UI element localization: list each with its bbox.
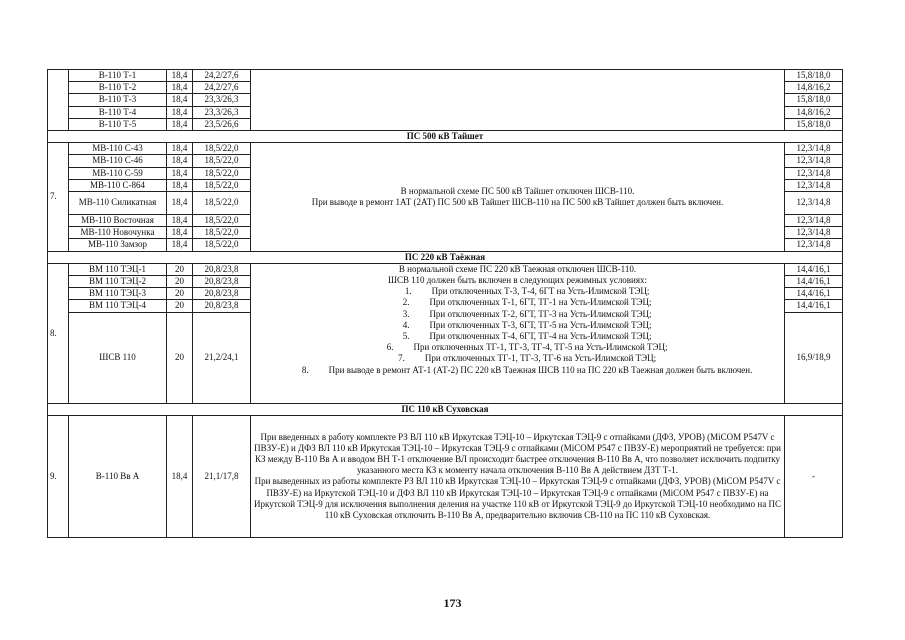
value-c: 16,9/18,9 [785,312,843,403]
list-item: 3. При отключенных Т-2, 6ГТ, ТГ-3 на Усть-Илимской ТЭЦ; [402,308,652,319]
table-row [48,143,843,155]
value-c: 14,4/16,1 [785,300,843,312]
value-c: 12,3/14,8 [785,179,843,191]
value-b: 24,2/27,6 [193,70,251,82]
value-c: 14,4/16,1 [785,288,843,300]
value-b: 20,8/23,8 [193,276,251,288]
breaker-name: В-110 Т-1 [69,70,167,82]
value-c: 12,3/14,8 [785,192,843,215]
value-a: 20 [167,263,193,275]
list-item: 5. При отключенных Т-4, 6ГТ, ТГ-4 на Усть-Илимской ТЭЦ; [402,331,652,342]
value-c: 15,8/18,0 [785,70,843,82]
note-line: При выводе в ремонт 1АТ (2АТ) ПС 500 кВ Тайшет ШСВ-110 на ПС 500 кВ Тайшет должен быть включен. [311,196,724,207]
row-number-cell [48,70,69,131]
breaker-name: МВ-110 С-43 [69,143,167,155]
row-number: 7. [48,143,69,251]
section-header-row [48,403,843,415]
value-b: 20,8/23,8 [193,288,251,300]
value-b: 18,5/22,0 [193,179,251,191]
list-item: 4. При отключенных Т-3, 6ГТ, ТГ-5 на Усть-Илимской ТЭЦ; [402,319,652,330]
value-a: 18,4 [167,227,193,239]
breaker-name: ВМ 110 ТЭЦ-4 [69,300,167,312]
value-a: 18,4 [167,167,193,179]
breaker-name: МВ-110 Новочунка [69,227,167,239]
breaker-name: МВ-110 С-864 [69,179,167,191]
value-a: 18,4 [167,94,193,106]
value-b: 18,5/22,0 [193,143,251,155]
value-a: 18,4 [167,192,193,215]
value-c: 12,3/14,8 [785,143,843,155]
value-a: 18,4 [167,415,193,537]
breaker-name: В-110 Т-3 [69,94,167,106]
value-a: 20 [167,276,193,288]
list-item: 1. При отключенных Т-3, Т-4, 6ГТ на Усть-Илимской ТЭЦ; [404,286,650,297]
value-a: 18,4 [167,70,193,82]
value-c: - [785,415,843,537]
list-item: 8. При выводе в ремонт АТ-1 (АТ-2) ПС 220 кВ Таежная ШСВ 110 на ПС 220 кВ Таежная должен быть включен. [301,364,753,375]
breaker-name: В-110 Вв А [69,415,167,537]
value-c: 15,8/18,0 [785,118,843,130]
note-paragraph: При введенных в работу комплекте РЗ ВЛ 110 кВ Иркутская ТЭЦ-10 – Иркутская ТЭЦ-9 с отпайками (ДФЗ, УРОВ) (MiCOM P547V с ПВЗУ-Е) и ДФЗ ВЛ 110 кВ Иркутская ТЭЦ-10 – Иркутская ТЭЦ-9 с отпайками (MiCOM P547 с ПВЗУ-Е) мероприятий не требуется: при КЗ между В-110 Вв А и вводом ВН Т-1 отключение ВЛ происходит быстрее отключения В-110 Вв А, что позволяет исключить подпитку указанного места КЗ к моменту начала отключения В-110 Вв А действием ДЗТ Т-1. [254,431,781,476]
note-line: В нормальной схеме ПС 500 кВ Тайшет отключен ШСВ-110. [400,185,635,196]
value-b: 18,5/22,0 [193,215,251,227]
list-item: 6. При отключенных ТГ-1, ТГ-3, ТГ-4, ТГ-5 на Усть-Илимской ТЭЦ; [386,342,668,353]
value-a: 18,4 [167,143,193,155]
value-b: 18,5/22,0 [193,167,251,179]
list-item: 7. При отключенных ТГ-1, ТГ-3, ТГ-6 на Усть-Илимской ТЭЦ; [398,353,657,364]
breaker-name: МВ-110 С-46 [69,155,167,167]
breaker-name: ВМ 110 ТЭЦ-1 [69,263,167,275]
value-a: 20 [167,300,193,312]
note-cell [251,263,785,403]
value-c: 14,4/16,1 [785,263,843,275]
value-a: 18,4 [167,239,193,251]
value-c: 15,8/18,0 [785,94,843,106]
note-cell [251,143,785,251]
value-c: 12,3/14,8 [785,155,843,167]
value-a: 18,4 [167,106,193,118]
section-header-row [48,251,843,263]
value-a: 18,4 [167,179,193,191]
breaker-name: В-110 Т-2 [69,82,167,94]
value-a: 18,4 [167,118,193,130]
value-c: 14,4/16,1 [785,276,843,288]
value-b: 23,3/26,3 [193,94,251,106]
note-paragraph: При выведенных из работы комплекте РЗ ВЛ 110 кВ Иркутская ТЭЦ-10 – Иркутская ТЭЦ-9 с отпайками (ДФЗ, УРОВ) (MiCOM P547V с ПВЗУ-Е) на Иркутской ТЭЦ-10 и ДФЗ ВЛ 110 кВ Иркутская ТЭЦ-10 – Иркутская ТЭЦ-9 с отпайками (MiCOM P547 с ПВЗУ-Е) на Иркутской ТЭЦ-9 для исключения выполнения деления на участке 110 кВ от Иркутской ТЭЦ-9 до Иркутской ТЭЦ-10 необходимо на ПС 110 кВ Суховская отключить В-110 Вв А, предварительно включив СВ-110 на ПС 110 кВ Суховская. [254,476,781,520]
row-number: 8. [48,263,69,403]
page-number: 173 [443,596,462,610]
list-item: 2. При отключенных Т-1, 6ГТ, ТГ-1 на Усть-Илимской ТЭЦ; [402,297,652,308]
value-c: 12,3/14,8 [785,227,843,239]
value-b: 21,1/17,8 [193,415,251,537]
value-c: 14,8/16,2 [785,106,843,118]
note-line: В нормальной схеме ПС 220 кВ Таежная отключен ШСВ-110. [398,263,637,274]
breaker-name: В-110 Т-4 [69,106,167,118]
value-b: 20,8/23,8 [193,300,251,312]
value-a: 18,4 [167,82,193,94]
note-cell [251,70,785,131]
breaker-name: МВ-110 Восточная [69,215,167,227]
value-a: 18,4 [167,215,193,227]
breaker-name: ВМ 110 ТЭЦ-2 [69,276,167,288]
note-line: ШСВ 110 должен быть включен в следующих режимных условиях: [387,275,648,286]
value-b: 24,2/27,6 [193,82,251,94]
row-number: 9. [48,415,69,537]
protection-table [47,69,843,538]
value-c: 12,3/14,8 [785,215,843,227]
table-row [48,415,843,537]
breaker-name: ВМ 110 ТЭЦ-3 [69,288,167,300]
value-c: 12,3/14,8 [785,167,843,179]
value-c: 12,3/14,8 [785,239,843,251]
breaker-name: МВ-110 С-59 [69,167,167,179]
value-b: 20,8/23,8 [193,263,251,275]
value-b: 23,3/26,3 [193,106,251,118]
section-header-row [48,131,843,143]
table-row [48,263,843,275]
value-c: 14,8/16,2 [785,82,843,94]
breaker-name: МВ-110 Замзор [69,239,167,251]
section-header: ПС 220 кВ Таёжная [48,251,843,263]
breaker-name: В-110 Т-5 [69,118,167,130]
value-b: 18,5/22,0 [193,239,251,251]
section-header: ПС 500 кВ Тайшет [48,131,843,143]
value-b: 23,5/26,6 [193,118,251,130]
value-b: 18,5/22,0 [193,192,251,215]
value-b: 18,5/22,0 [193,155,251,167]
breaker-name: МВ-110 Силикатная [69,192,167,215]
value-a: 18,4 [167,155,193,167]
value-a: 20 [167,288,193,300]
section-header: ПС 110 кВ Суховская [48,403,843,415]
value-b: 21,2/24,1 [193,312,251,403]
breaker-name: ШСВ 110 [69,312,167,403]
table-row [48,70,843,82]
value-b: 18,5/22,0 [193,227,251,239]
note-cell [251,415,785,537]
value-a: 20 [167,312,193,403]
